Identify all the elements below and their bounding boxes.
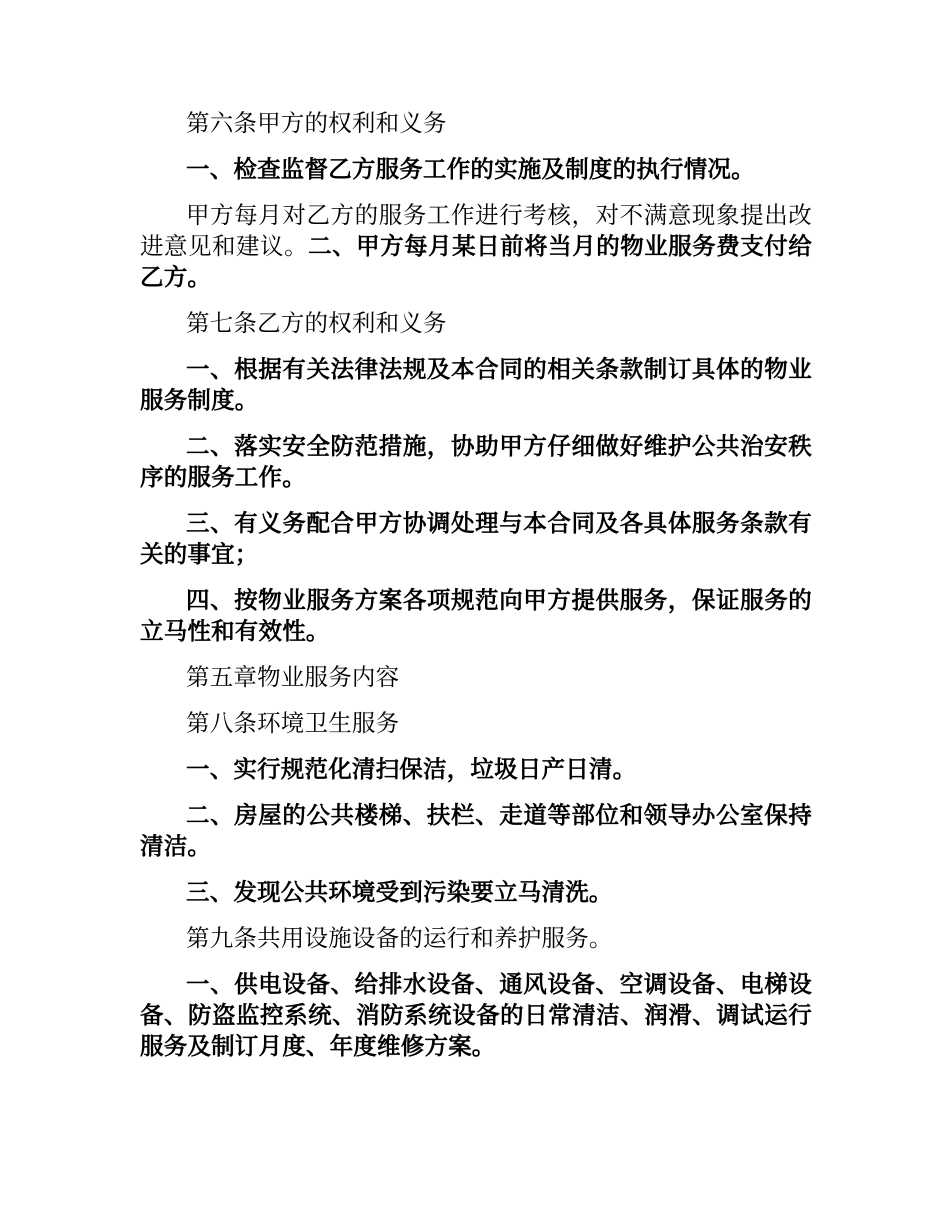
article-7-clause-2: 二、落实安全防范措施，协助甲方仔细做好维护公共治安秩序的服务工作。 (140, 432, 812, 491)
assessment-text: 甲方每月对乙方的服务工作进行考核，对不满意现象提出改进意见和建议。 (140, 201, 812, 260)
article-6-clause-1: 一、检查监督乙方服务工作的实施及制度的执行情况。 (186, 155, 755, 183)
chapter-5-heading: 第五章物业服务内容 (186, 663, 400, 691)
article-7-clause-3: 三、有义务配合甲方协调处理与本合同及各具体服务条款有关的事宜； (140, 509, 812, 568)
article-9-clause-1: 一、供电设备、给排水设备、通风设备、空调设备、电梯设备、防盗监控系统、消防系统设备的日常清洁、润滑、调试运行服务及制订月度、年度维修方案。 (140, 970, 812, 1060)
article-6-heading: 第六条甲方的权利和义务 (186, 109, 447, 137)
article-7-clause-1: 一、根据有关法律法规及本合同的相关条款制订具体的物业服务制度。 (140, 355, 812, 414)
article-8-clause-2: 二、房屋的公共楼梯、扶栏、走道等部位和领导办公室保持清洁。 (140, 801, 812, 860)
article-6-clause-2 (140, 200, 812, 293)
document-page (140, 108, 812, 1077)
article-7-clause-4: 四、按物业服务方案各项规范向甲方提供服务，保证服务的立马性和有效性。 (140, 586, 812, 645)
article-7-heading: 第七条乙方的权利和义务 (186, 309, 447, 337)
article-9-heading: 第九条共用设施设备的运行和养护服务。 (186, 924, 613, 952)
payment-clause: 二、甲方每月某日前将当月的物业服务费支付给乙方。 (140, 232, 812, 291)
article-8-clause-1: 一、实行规范化清扫保洁，垃圾日产日清。 (186, 755, 637, 783)
article-8-heading: 第八条环境卫生服务 (186, 709, 400, 737)
article-8-clause-3: 三、发现公共环境受到污染要立马清洗。 (186, 878, 613, 906)
